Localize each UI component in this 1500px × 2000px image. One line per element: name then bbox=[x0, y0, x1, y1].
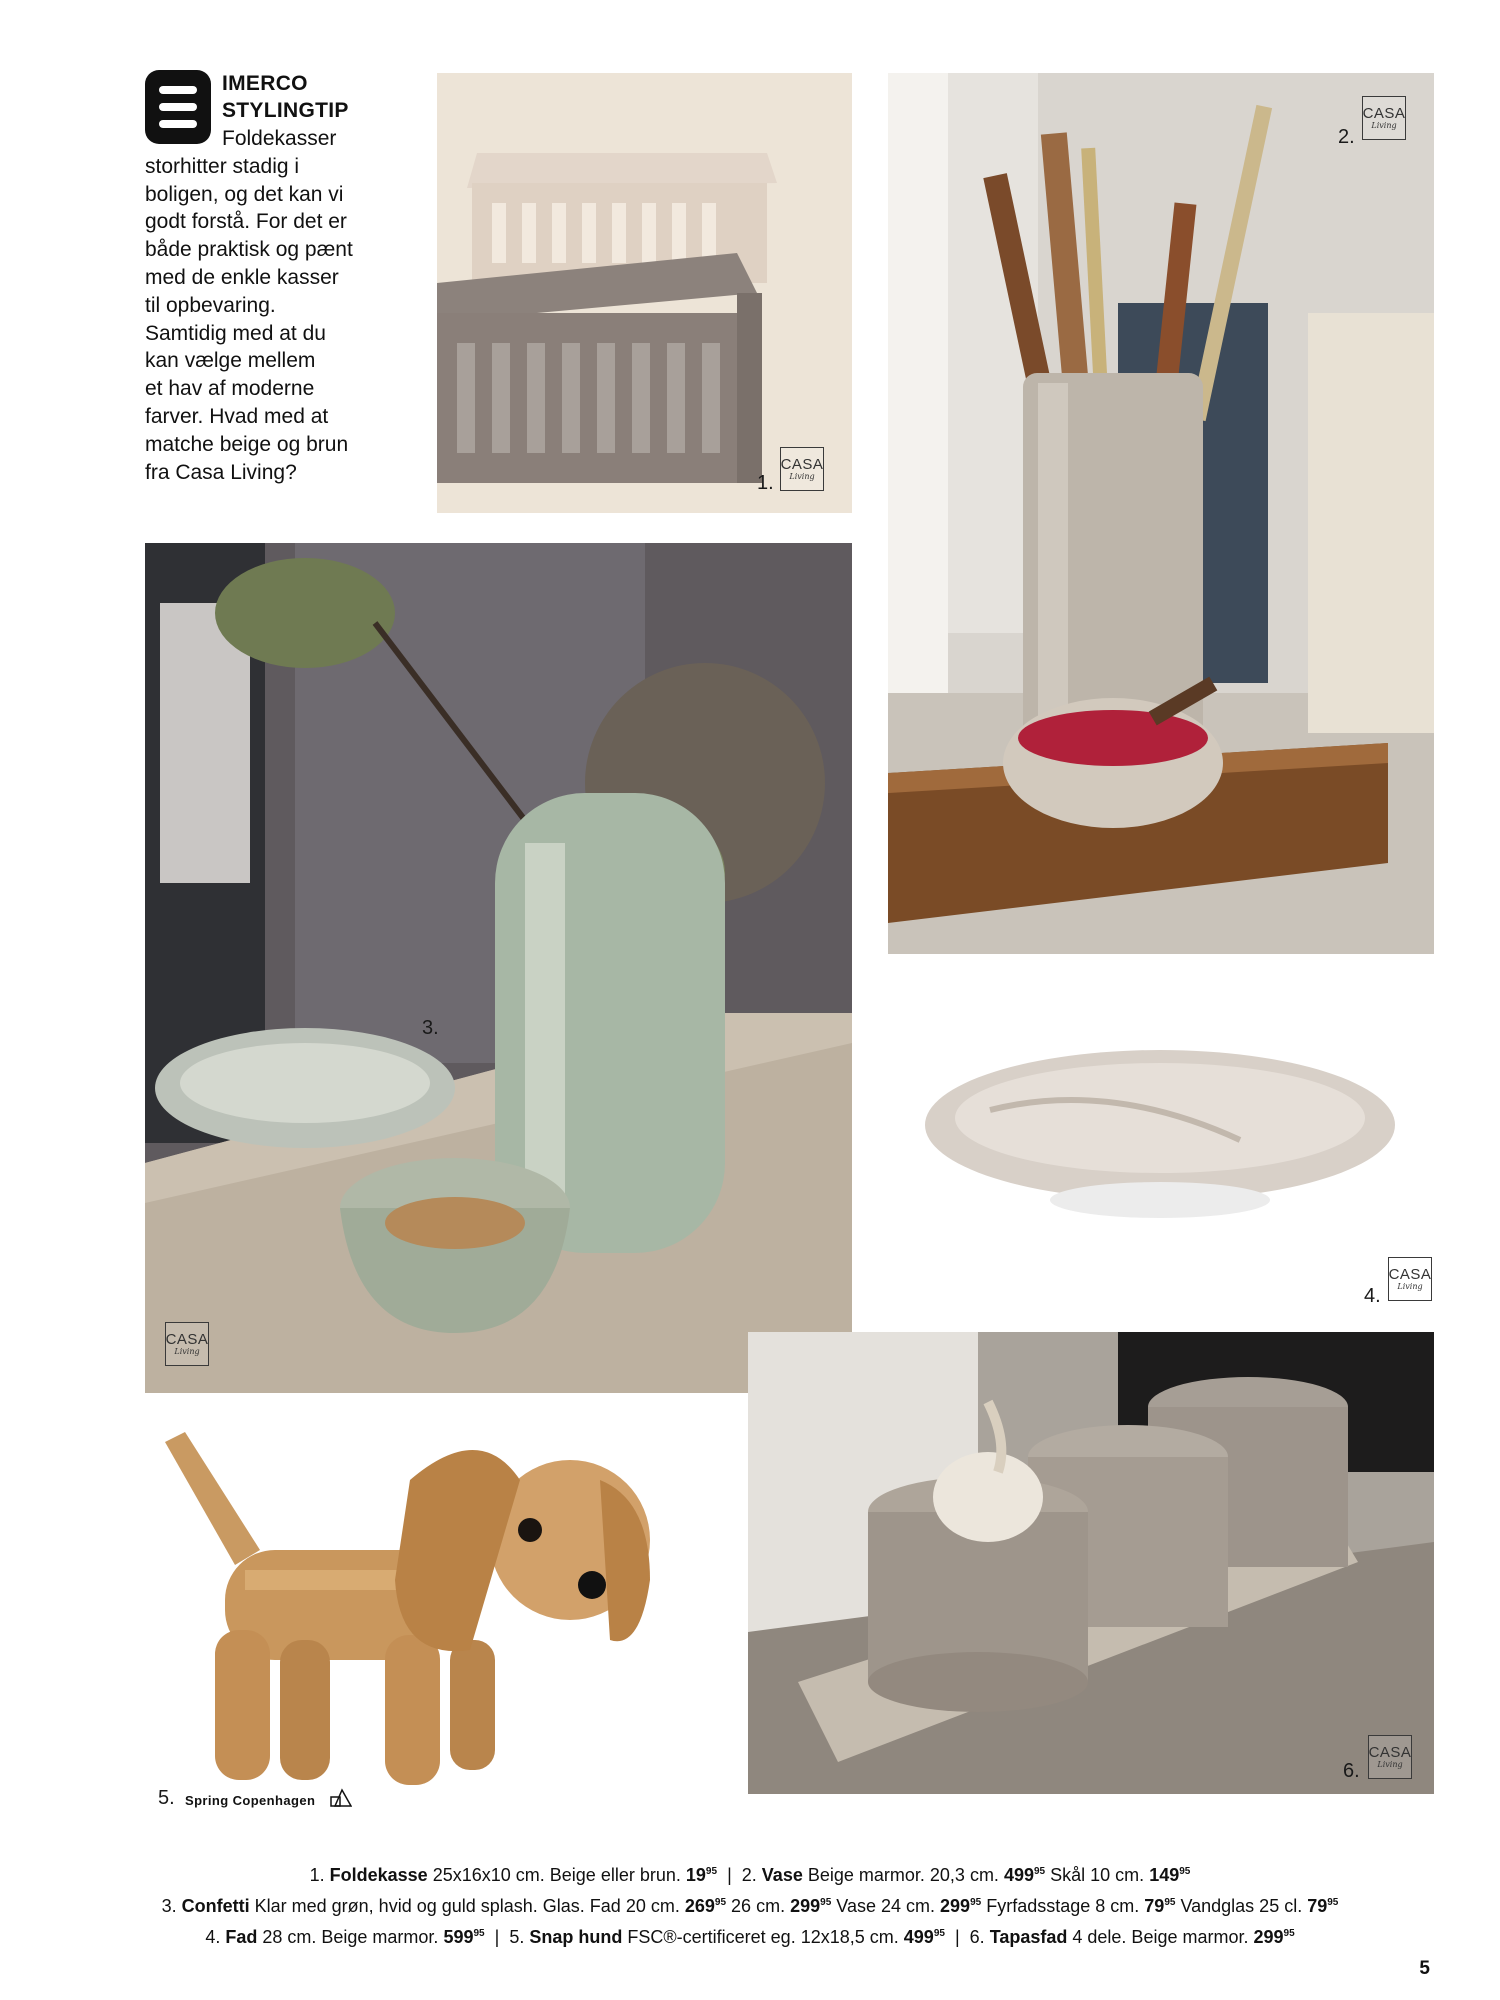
product-description: FSC®-certificeret eg. 12x18,5 cm. bbox=[627, 1927, 899, 1947]
heading-line-1: IMERCO bbox=[222, 72, 308, 95]
casa-living-logo bbox=[165, 1322, 209, 1366]
price-cents: 95 bbox=[1283, 1928, 1295, 1939]
tip-line: fra Casa Living? bbox=[145, 460, 297, 484]
price: 149 bbox=[1149, 1865, 1180, 1885]
price: 79 bbox=[1307, 1896, 1328, 1916]
tip-line: med de enkle kasser bbox=[145, 265, 339, 289]
tip-line: storhitter stadig i bbox=[145, 154, 300, 178]
product-description: Skål 10 cm. bbox=[1050, 1865, 1145, 1885]
casa-logo-line1: CASA bbox=[165, 1331, 209, 1348]
marble-tapas-set-photo bbox=[748, 1332, 1434, 1794]
price: 299 bbox=[790, 1896, 821, 1916]
spring-copenhagen-brand: Spring Copenhagen bbox=[185, 1793, 316, 1808]
product-name: Confetti bbox=[181, 1896, 250, 1916]
product-description: Fyrfadsstage 8 cm. bbox=[986, 1896, 1140, 1916]
casa-logo-line2: Living bbox=[1397, 1282, 1423, 1291]
tip-line: godt forstå. For det er bbox=[145, 210, 347, 234]
price: 299 bbox=[1253, 1927, 1284, 1947]
product-number-1: 1. bbox=[757, 472, 774, 494]
tip-line: både praktisk og pænt bbox=[145, 238, 353, 262]
product-description: 26 cm. bbox=[731, 1896, 786, 1916]
tip-line: boligen, og det kan vi bbox=[145, 182, 344, 206]
product-description: Klar med grøn, hvid og guld splash. Glas. Fad 20 cm. bbox=[254, 1896, 680, 1916]
product-description: 4 dele. Beige marmor. bbox=[1072, 1927, 1249, 1947]
separator: | bbox=[494, 1927, 500, 1947]
price: 499 bbox=[903, 1927, 934, 1947]
product-name: Snap hund bbox=[529, 1927, 623, 1947]
price: 499 bbox=[1003, 1865, 1034, 1885]
price-cents: 95 bbox=[705, 1866, 718, 1877]
tip-line: til opbevaring. bbox=[145, 293, 276, 317]
price: 269 bbox=[684, 1896, 715, 1916]
price-cents: 95 bbox=[1034, 1866, 1046, 1877]
casa-living-logo bbox=[780, 447, 824, 491]
casa-living-logo bbox=[1362, 96, 1406, 140]
price: 299 bbox=[940, 1896, 971, 1916]
product-number-2: 2. bbox=[1338, 126, 1355, 148]
price: 19 bbox=[685, 1865, 706, 1885]
product-description: Vase 24 cm. bbox=[836, 1896, 935, 1916]
tip-line: kan vælge mellem bbox=[145, 349, 316, 373]
product-number-5: 5. bbox=[158, 1787, 175, 1809]
caption-number: 4. bbox=[205, 1927, 221, 1947]
price-cents: 95 bbox=[1164, 1897, 1176, 1908]
price-cents: 95 bbox=[1327, 1897, 1339, 1908]
styling-tip-text bbox=[145, 125, 353, 486]
price-cents: 95 bbox=[820, 1897, 832, 1908]
caption-number: 1. bbox=[309, 1865, 325, 1885]
product-number-4: 4. bbox=[1364, 1285, 1381, 1307]
page-number: 5 bbox=[1419, 1958, 1430, 1979]
caption-number: 3. bbox=[161, 1896, 177, 1916]
price: 79 bbox=[1144, 1896, 1165, 1916]
tip-line: matche beige og brun bbox=[145, 432, 349, 456]
product-name: Fad bbox=[225, 1927, 258, 1947]
casa-logo-line1: CASA bbox=[1388, 1266, 1432, 1283]
casa-logo-line2: Living bbox=[1371, 121, 1397, 130]
casa-logo-line1: CASA bbox=[780, 456, 824, 473]
caption-line-1 bbox=[150, 1858, 1350, 1889]
tip-line: Foldekasser bbox=[222, 127, 337, 150]
price-cents: 95 bbox=[933, 1928, 945, 1939]
product-name: Vase bbox=[761, 1865, 803, 1885]
product-captions bbox=[150, 1858, 1350, 1951]
tip-line: farver. Hvad med at bbox=[145, 404, 329, 428]
casa-living-logo bbox=[1368, 1735, 1412, 1779]
casa-logo-line2: Living bbox=[174, 1347, 200, 1356]
product-name: Foldekasse bbox=[329, 1865, 428, 1885]
casa-logo-line2: Living bbox=[1377, 1760, 1403, 1769]
price: 599 bbox=[443, 1927, 474, 1947]
product-description: Vandglas 25 cl. bbox=[1180, 1896, 1303, 1916]
caption-number: 6. bbox=[969, 1927, 985, 1947]
price-cents: 95 bbox=[1179, 1866, 1191, 1877]
caption-line-3 bbox=[150, 1920, 1350, 1951]
marble-utensil-vase-photo bbox=[888, 73, 1434, 954]
caption-number: 5. bbox=[509, 1927, 525, 1947]
product-number-3: 3. bbox=[422, 1017, 439, 1039]
casa-logo-line1: CASA bbox=[1362, 105, 1406, 122]
spring-copenhagen-logo-icon bbox=[330, 1788, 352, 1808]
price-cents: 95 bbox=[970, 1897, 982, 1908]
casa-logo-line2: Living bbox=[789, 472, 815, 481]
price-cents: 95 bbox=[714, 1897, 727, 1908]
price-cents: 95 bbox=[473, 1928, 485, 1939]
caption-number: 2. bbox=[741, 1865, 757, 1885]
product-description: 28 cm. Beige marmor. bbox=[262, 1927, 439, 1947]
tip-line: Samtidig med at du bbox=[145, 321, 326, 345]
separator: | bbox=[727, 1865, 732, 1885]
marble-dish-photo bbox=[910, 1020, 1410, 1260]
product-description: Beige marmor. 20,3 cm. bbox=[807, 1865, 999, 1885]
casa-living-logo bbox=[1388, 1257, 1432, 1301]
product-number-6: 6. bbox=[1343, 1760, 1360, 1782]
separator: | bbox=[954, 1927, 960, 1947]
product-name: Tapasfad bbox=[989, 1927, 1068, 1947]
confetti-glass-vase-photo bbox=[145, 543, 852, 1393]
styling-tip-heading bbox=[222, 70, 349, 124]
tip-line: et hav af moderne bbox=[145, 377, 315, 401]
product-description: 25x16x10 cm. Beige eller brun. bbox=[432, 1865, 681, 1885]
caption-line-2 bbox=[150, 1889, 1350, 1920]
heading-line-2: STYLINGTIP bbox=[222, 99, 349, 122]
casa-logo-line1: CASA bbox=[1368, 1744, 1412, 1761]
wooden-dog-photo bbox=[150, 1420, 670, 1820]
